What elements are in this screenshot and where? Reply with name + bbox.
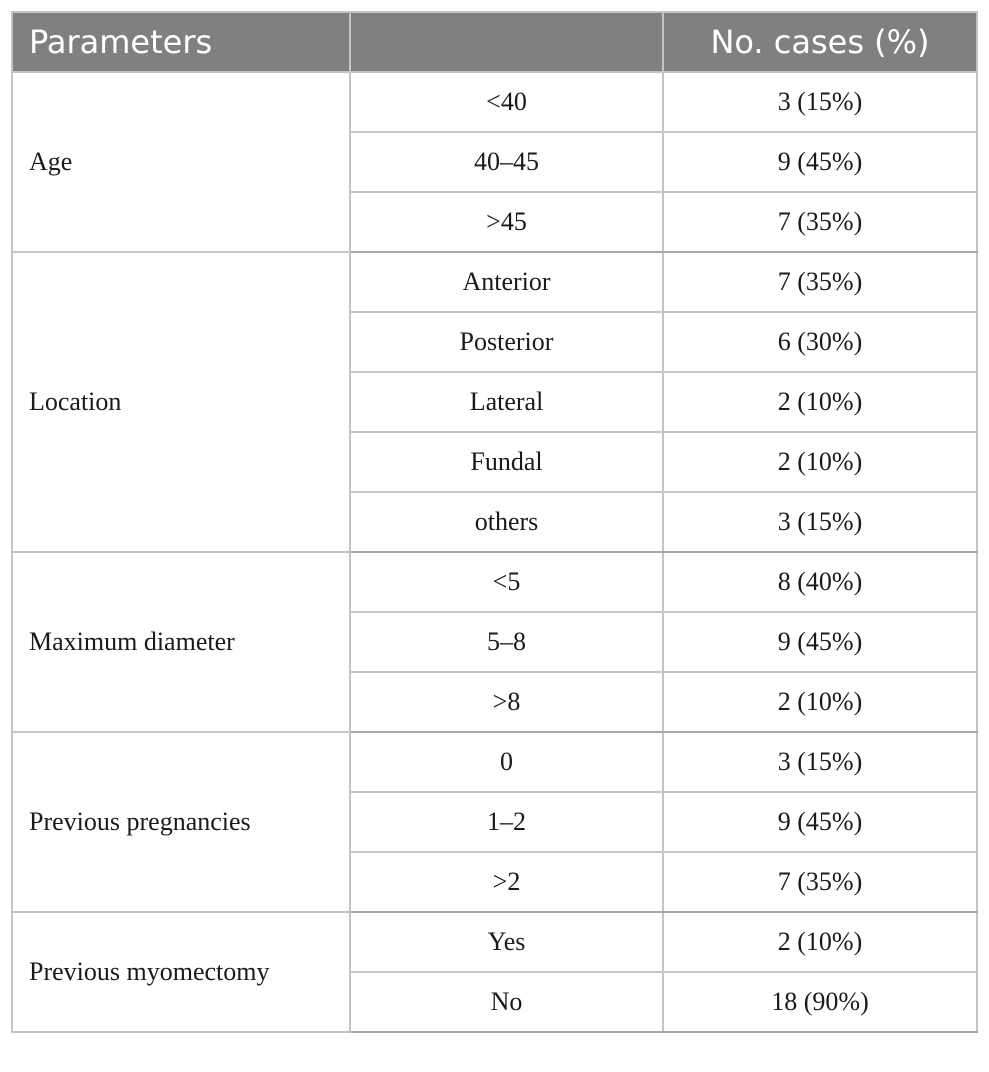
table-row (12, 72, 977, 132)
subcategory-cell: No (350, 972, 663, 1032)
cases-cell: 9 (45%) (663, 132, 977, 192)
cases-cell: 9 (45%) (663, 612, 977, 672)
cases-cell: 7 (35%) (663, 252, 977, 312)
parameter-age: Age (12, 72, 350, 252)
table-row (12, 732, 977, 792)
subcategory-cell: >8 (350, 672, 663, 732)
parameter-previous-myomectomy: Previous myomectomy (12, 912, 350, 1032)
cases-cell: 2 (10%) (663, 912, 977, 972)
cases-cell: 3 (15%) (663, 492, 977, 552)
cases-cell: 8 (40%) (663, 552, 977, 612)
cases-cell: 2 (10%) (663, 432, 977, 492)
parameter-previous-pregnancies: Previous pregnancies (12, 732, 350, 912)
header-subcategory (350, 12, 663, 72)
parameter-maximum-diameter: Maximum diameter (12, 552, 350, 732)
cases-cell: 18 (90%) (663, 972, 977, 1032)
cases-cell: 3 (15%) (663, 72, 977, 132)
table-row (12, 552, 977, 612)
header-cases: No. cases (%) (663, 12, 977, 72)
subcategory-cell: 40–45 (350, 132, 663, 192)
subcategory-cell: Lateral (350, 372, 663, 432)
subcategory-cell: <40 (350, 72, 663, 132)
table-row (12, 912, 977, 972)
cases-cell: 7 (35%) (663, 192, 977, 252)
cases-cell: 2 (10%) (663, 672, 977, 732)
cases-cell: 7 (35%) (663, 852, 977, 912)
cases-cell: 3 (15%) (663, 732, 977, 792)
cases-cell: 9 (45%) (663, 792, 977, 852)
subcategory-cell: 0 (350, 732, 663, 792)
subcategory-cell: Fundal (350, 432, 663, 492)
parameter-location: Location (12, 252, 350, 552)
subcategory-cell: <5 (350, 552, 663, 612)
header-parameters: Parameters (12, 12, 350, 72)
cases-cell: 2 (10%) (663, 372, 977, 432)
subcategory-cell: 1–2 (350, 792, 663, 852)
subcategory-cell: 5–8 (350, 612, 663, 672)
cases-cell: 6 (30%) (663, 312, 977, 372)
data-table (11, 11, 978, 1033)
subcategory-cell: others (350, 492, 663, 552)
subcategory-cell: Anterior (350, 252, 663, 312)
subcategory-cell: >2 (350, 852, 663, 912)
table-row (12, 252, 977, 312)
subcategory-cell: Posterior (350, 312, 663, 372)
subcategory-cell: Yes (350, 912, 663, 972)
header-row (12, 12, 977, 72)
subcategory-cell: >45 (350, 192, 663, 252)
